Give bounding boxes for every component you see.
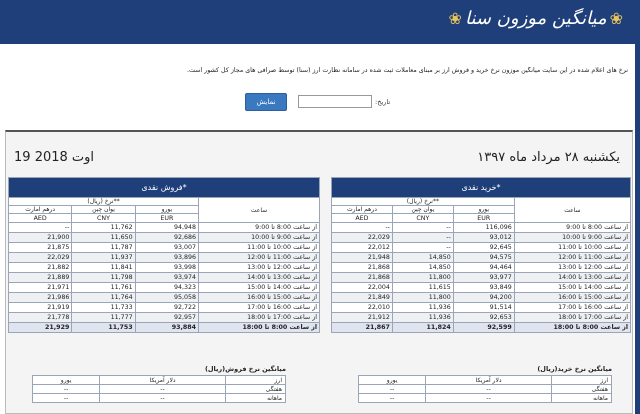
avg-header: دلار آمریکا <box>426 376 552 385</box>
eur-cell: 92,722 <box>135 303 198 313</box>
buy-rate-group-header: نرخ (ریال)** <box>332 198 515 206</box>
avg-cell: -- <box>426 394 552 403</box>
sell-rate-row <box>9 223 320 233</box>
eur-cell: 93,012 <box>453 233 514 243</box>
aed-cell: 21,986 <box>9 293 72 303</box>
cny-cell: 11,753 <box>72 323 135 333</box>
date-input[interactable] <box>298 95 372 108</box>
buy-rate-row <box>332 263 631 273</box>
buy-rate-row <box>332 303 631 313</box>
avg-cell: -- <box>426 385 552 394</box>
sell-rate-row <box>9 233 320 243</box>
avg-header: ارز <box>552 376 612 385</box>
aed-cell: 21,882 <box>9 263 72 273</box>
table-row <box>359 394 612 403</box>
avg-row-label: هفتگی <box>226 385 286 394</box>
date-label: تاریخ: <box>375 98 391 106</box>
currency-code-header: CNY <box>72 214 135 223</box>
persian-date: یکشنبه ۲۸ مرداد ماه ۱۳۹۷ <box>477 150 620 165</box>
time-cell: از ساعت 15:00 تا 16:00 <box>514 293 630 303</box>
time-cell: از ساعت 9:00 تا 10:00 <box>514 233 630 243</box>
sell-average-table <box>32 365 286 403</box>
time-cell: از ساعت 14:00 تا 15:00 <box>514 283 630 293</box>
eur-cell: 94,575 <box>453 253 514 263</box>
buy-rate-row <box>332 283 631 293</box>
flower-icon: ❀ <box>609 9 623 28</box>
time-cell: از ساعت 12:00 تا 13:00 <box>199 263 320 273</box>
time-cell: از ساعت 11:00 تا 12:00 <box>514 253 630 263</box>
sell-rate-row <box>9 273 320 283</box>
time-cell: از ساعت 8:00 تا 18:00 <box>199 323 320 333</box>
avg-header: یورو <box>33 376 100 385</box>
cny-cell: 11,937 <box>72 253 135 263</box>
buy-average-caption: میانگین نرخ خرید(ریال) <box>537 365 612 373</box>
aed-cell: 21,971 <box>9 283 72 293</box>
buy-rate-row <box>332 273 631 283</box>
sell-rate-row <box>9 263 320 273</box>
eur-cell: 94,200 <box>453 293 514 303</box>
aed-cell: 21,948 <box>332 253 393 263</box>
aed-cell: 21,900 <box>9 233 72 243</box>
cny-cell: 11,650 <box>72 233 135 243</box>
cny-cell: -- <box>392 223 453 233</box>
sell-rate-row <box>9 283 320 293</box>
panel-header <box>6 132 632 172</box>
avg-cell: -- <box>359 385 426 394</box>
avg-cell: -- <box>359 394 426 403</box>
average-row <box>332 323 631 333</box>
cny-cell: 11,936 <box>392 313 453 323</box>
cny-cell: 11,841 <box>72 263 135 273</box>
avg-cell: -- <box>33 385 100 394</box>
buy-average-table <box>358 365 612 403</box>
cny-cell: -- <box>392 233 453 243</box>
average-row <box>9 323 320 333</box>
time-cell: از ساعت 11:00 تا 12:00 <box>199 253 320 263</box>
time-cell: از ساعت 9:00 تا 10:00 <box>199 233 320 243</box>
time-cell: از ساعت 16:00 تا 17:00 <box>199 303 320 313</box>
time-cell: از ساعت 17:00 تا 18:00 <box>199 313 320 323</box>
eur-cell: 91,514 <box>453 303 514 313</box>
notice-text: نرخ های اعلام شده در این سایت میانگین موزون نرخ خرید و فروش ارز بر مبنای معاملات ثبت شده در سامانه نظارت ارز (سنا) توسط صرافی های مجاز کل کشور است. <box>186 67 628 74</box>
sell-rates-table <box>8 177 320 333</box>
aed-cell: 22,012 <box>332 243 393 253</box>
cny-cell: 11,764 <box>72 293 135 303</box>
currency-name-header: یورو <box>453 206 514 214</box>
time-cell: از ساعت 17:00 تا 18:00 <box>514 313 630 323</box>
eur-cell: 93,884 <box>135 323 198 333</box>
aed-cell: 21,868 <box>332 263 393 273</box>
eur-cell: 93,849 <box>453 283 514 293</box>
buy-table-title: خرید نقدی* <box>332 178 631 198</box>
sell-rate-group-header: نرخ (ریال)** <box>9 198 199 206</box>
cny-cell: 11,798 <box>72 273 135 283</box>
aed-cell: 21,875 <box>9 243 72 253</box>
cny-cell: 11,762 <box>72 223 135 233</box>
avg-row-label: ماهانه <box>552 394 612 403</box>
currency-name-header: یوان چین <box>72 206 135 214</box>
sell-rate-row <box>9 313 320 323</box>
time-cell: از ساعت 8:00 تا 9:00 <box>199 223 320 233</box>
avg-cell: -- <box>33 394 100 403</box>
cny-cell: 11,777 <box>72 313 135 323</box>
aed-cell: 21,867 <box>332 323 393 333</box>
currency-name-header: یورو <box>135 206 198 214</box>
currency-code-header: EUR <box>453 214 514 223</box>
eur-cell: 94,948 <box>135 223 198 233</box>
currency-code-header: AED <box>332 214 393 223</box>
sell-table-title: فروش نقدی* <box>9 178 320 198</box>
aed-cell: 21,929 <box>9 323 72 333</box>
time-cell: از ساعت 16:00 تا 17:00 <box>514 303 630 313</box>
time-cell: از ساعت 15:00 تا 16:00 <box>199 293 320 303</box>
cny-cell: 11,936 <box>392 303 453 313</box>
buy-rates-table <box>331 177 631 333</box>
time-cell: از ساعت 14:00 تا 15:00 <box>199 283 320 293</box>
sell-rate-row <box>9 293 320 303</box>
sell-time-header: ساعت <box>199 198 320 223</box>
right-edge-bar <box>635 44 640 414</box>
cny-cell: 11,800 <box>392 293 453 303</box>
aed-cell: 21,919 <box>9 303 72 313</box>
show-button[interactable]: نمایش <box>245 93 287 111</box>
currency-code-header: CNY <box>392 214 453 223</box>
time-cell: از ساعت 12:00 تا 13:00 <box>514 263 630 273</box>
buy-rate-row <box>332 253 631 263</box>
table-row <box>33 385 286 394</box>
eur-cell: 92,653 <box>453 313 514 323</box>
sell-average-caption: میانگین نرخ فروش(ریال) <box>204 365 286 373</box>
sell-rate-row <box>9 243 320 253</box>
cny-cell: 11,824 <box>392 323 453 333</box>
eur-cell: 93,007 <box>135 243 198 253</box>
cny-cell: 14,850 <box>392 253 453 263</box>
table-row <box>359 385 612 394</box>
aed-cell: 21,889 <box>9 273 72 283</box>
time-cell: از ساعت 8:00 تا 9:00 <box>514 223 630 233</box>
avg-row-label: هفتگی <box>552 385 612 394</box>
avg-cell: -- <box>100 385 226 394</box>
eur-cell: 93,974 <box>135 273 198 283</box>
site-logo[interactable] <box>446 8 626 29</box>
cny-cell: -- <box>392 243 453 253</box>
aed-cell: -- <box>332 223 393 233</box>
currency-code-header: EUR <box>135 214 198 223</box>
rates-panel <box>5 130 633 414</box>
gregorian-date: 19 اوت 2018 <box>14 150 95 165</box>
eur-cell: 116,096 <box>453 223 514 233</box>
cny-cell: 11,787 <box>72 243 135 253</box>
cny-cell: 11,733 <box>72 303 135 313</box>
buy-rate-row <box>332 223 631 233</box>
eur-cell: 95,058 <box>135 293 198 303</box>
eur-cell: 94,323 <box>135 283 198 293</box>
time-cell: از ساعت 10:00 تا 11:00 <box>199 243 320 253</box>
buy-rate-row <box>332 243 631 253</box>
avg-header: یورو <box>359 376 426 385</box>
sell-rate-row <box>9 253 320 263</box>
avg-row-label: ماهانه <box>226 394 286 403</box>
currency-name-header: درهم امارت <box>9 206 72 214</box>
cny-cell: 11,761 <box>72 283 135 293</box>
avg-header: ارز <box>226 376 286 385</box>
aed-cell: 22,010 <box>332 303 393 313</box>
aed-cell: 21,868 <box>332 273 393 283</box>
site-header <box>0 0 640 44</box>
cny-cell: 14,850 <box>392 263 453 273</box>
buy-rate-row <box>332 313 631 323</box>
buy-rate-row <box>332 293 631 303</box>
buy-time-header: ساعت <box>514 198 630 223</box>
cny-cell: 11,800 <box>392 273 453 283</box>
site-name: میانگین موزون سنا <box>464 8 607 29</box>
buy-rate-row <box>332 233 631 243</box>
time-cell: از ساعت 13:00 تا 14:00 <box>514 273 630 283</box>
eur-cell: 94,464 <box>453 263 514 273</box>
avg-cell: -- <box>100 394 226 403</box>
eur-cell: 93,977 <box>453 273 514 283</box>
flower-icon: ❀ <box>448 9 462 28</box>
time-cell: از ساعت 8:00 تا 18:00 <box>514 323 630 333</box>
currency-name-header: درهم امارت <box>332 206 393 214</box>
eur-cell: 93,998 <box>135 263 198 273</box>
aed-cell: 21,849 <box>332 293 393 303</box>
currency-name-header: یوان چین <box>392 206 453 214</box>
eur-cell: 93,896 <box>135 253 198 263</box>
eur-cell: 92,957 <box>135 313 198 323</box>
eur-cell: 92,645 <box>453 243 514 253</box>
aed-cell: 22,029 <box>332 233 393 243</box>
time-cell: از ساعت 10:00 تا 11:00 <box>514 243 630 253</box>
eur-cell: 92,686 <box>135 233 198 243</box>
avg-header: دلار آمریکا <box>100 376 226 385</box>
aed-cell: 21,778 <box>9 313 72 323</box>
sell-rate-row <box>9 303 320 313</box>
aed-cell: 22,029 <box>9 253 72 263</box>
aed-cell: 21,912 <box>332 313 393 323</box>
table-row <box>33 394 286 403</box>
aed-cell: -- <box>9 223 72 233</box>
eur-cell: 92,599 <box>453 323 514 333</box>
cny-cell: 11,615 <box>392 283 453 293</box>
currency-code-header: AED <box>9 214 72 223</box>
time-cell: از ساعت 13:00 تا 14:00 <box>199 273 320 283</box>
aed-cell: 22,004 <box>332 283 393 293</box>
